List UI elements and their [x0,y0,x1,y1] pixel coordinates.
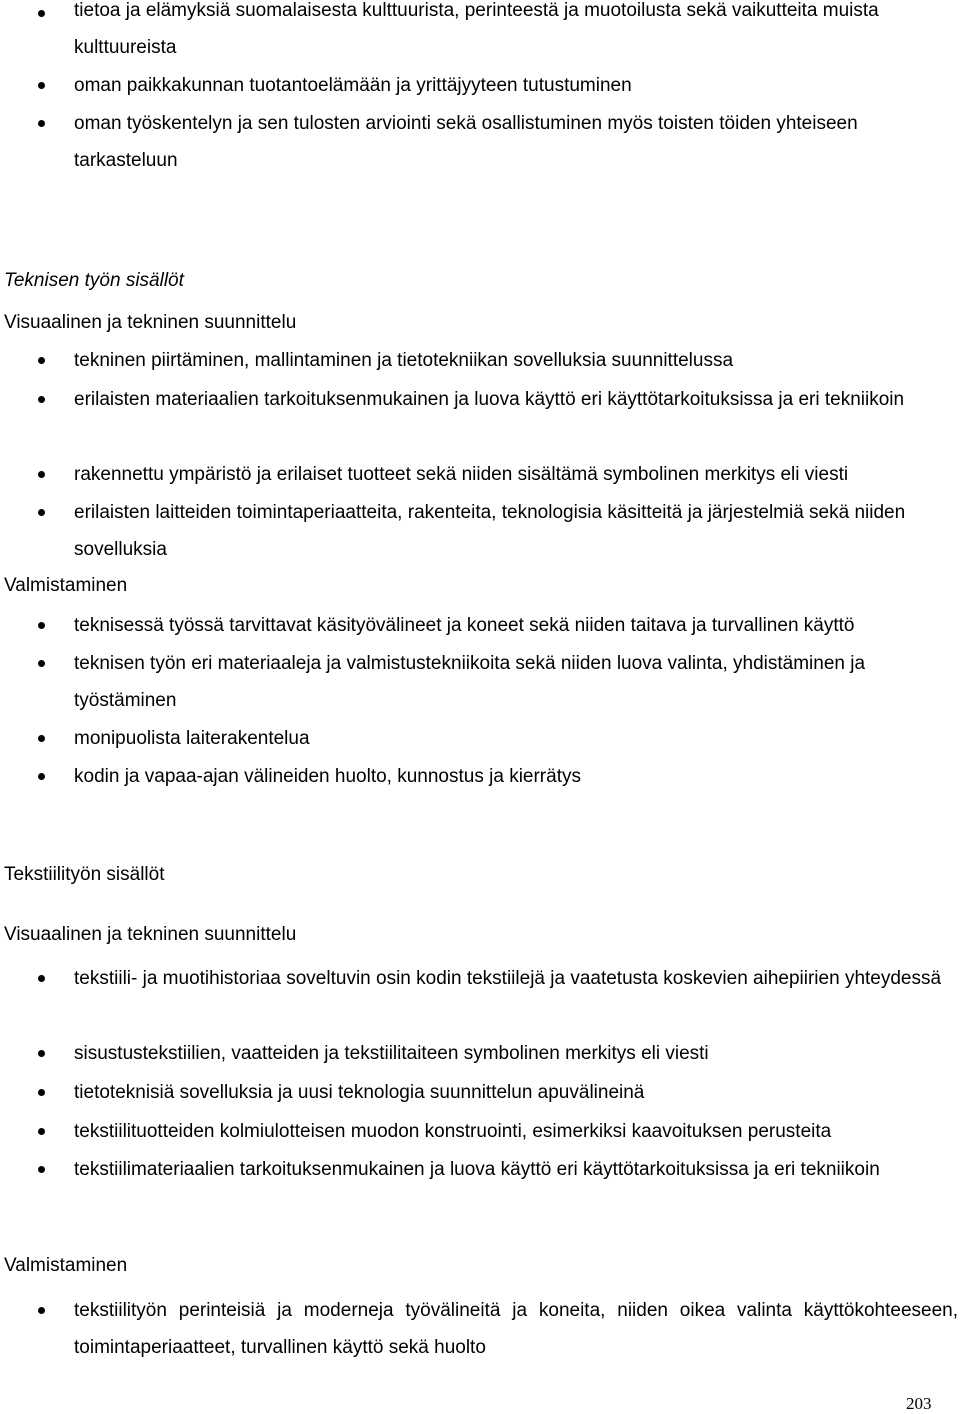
list-item: teknisen työn eri materiaaleja ja valmistustekniikoita sekä niiden luova valinta, yhdistäminen ja työstäminen [74,653,866,711]
list-item: erilaisten laitteiden toimintaperiaatteita, rakenteita, teknologisia käsitteitä ja järjestelmiä sekä niiden sovelluksia [74,502,906,560]
bullet-icon [38,509,45,516]
subheading-textile-design: Visuaalinen ja tekninen suunnittelu [4,924,297,945]
list-item: tietoa ja elämyksiä suomalaisesta kulttuurista, perinteestä ja muotoilusta sekä vaikutteita muista kulttuureista [74,0,879,58]
bullet-icon [38,1089,45,1096]
section-title-technical: Teknisen työn sisällöt [4,270,184,291]
bullet-icon [38,120,45,127]
subheading-textile-making: Valmistaminen [4,1255,128,1276]
bullet-icon [38,357,45,364]
bullet-icon [38,10,45,17]
bullet-icon [38,82,45,89]
list-item: tekninen piirtäminen, mallintaminen ja tietotekniikan sovelluksia suunnittelussa [74,350,734,371]
bullet-icon [38,471,45,478]
page-number: 203 [906,1394,932,1413]
list-item: tietoteknisiä sovelluksia ja uusi teknologia suunnittelun apuvälineinä [74,1082,645,1103]
list-item: oman paikkakunnan tuotantoelämään ja yrittäjyyteen tutustuminen [74,75,632,96]
list-item: erilaisten materiaalien tarkoituksenmukainen ja luova käyttö eri käyttötarkoituksissa ja eri tekniikoin [74,389,905,410]
subheading-technical-design: Visuaalinen ja tekninen suunnittelu [4,312,297,333]
list-item: oman työskentelyn ja sen tulosten arviointi sekä osallistuminen myös toisten töiden yhteiseen tarkasteluun [74,113,858,171]
bullet-icon [38,1166,45,1173]
list-item: tekstiili- ja muotihistoriaa soveltuvin osin kodin tekstiilejä ja vaatetusta koskevien aihepiirien yhteydessä [74,968,942,989]
list-item: kodin ja vapaa-ajan välineiden huolto, kunnostus ja kierrätys [74,766,581,787]
subheading-technical-making: Valmistaminen [4,575,128,596]
list-item: tekstiilityön perinteisiä ja moderneja työvälineitä ja koneita, niiden oikea valinta käyttökohteeseen, toimintaperiaatteet, turvallinen käyttö sekä huolto [74,1300,958,1358]
list-item: rakennettu ympäristö ja erilaiset tuotteet sekä niiden sisältämä symbolinen merkitys eli viesti [74,464,849,485]
bullet-icon [38,1050,45,1057]
list-item: monipuolista laiterakentelua [74,728,310,749]
list-item: teknisessä työssä tarvittavat käsityövälineet ja koneet sekä niiden taitava ja turvallinen käyttö [74,615,855,636]
bullet-icon [38,773,45,780]
section-title-textile: Tekstiilityön sisällöt [4,864,165,885]
list-item: tekstiilituotteiden kolmiulotteisen muodon konstruointi, esimerkiksi kaavoituksen perusteita [74,1121,832,1142]
bullet-icon [38,975,45,982]
bullet-icon [38,1307,45,1314]
bullet-icon [38,1128,45,1135]
bullet-icon [38,622,45,629]
list-item: sisustustekstiilien, vaatteiden ja tekstiilitaiteen symbolinen merkitys eli viesti [74,1043,709,1064]
bullet-icon [38,735,45,742]
bullet-icon [38,660,45,667]
list-item: tekstiilimateriaalien tarkoituksenmukainen ja luova käyttö eri käyttötarkoituksissa ja eri tekniikoin [74,1159,880,1180]
bullet-icon [38,396,45,403]
